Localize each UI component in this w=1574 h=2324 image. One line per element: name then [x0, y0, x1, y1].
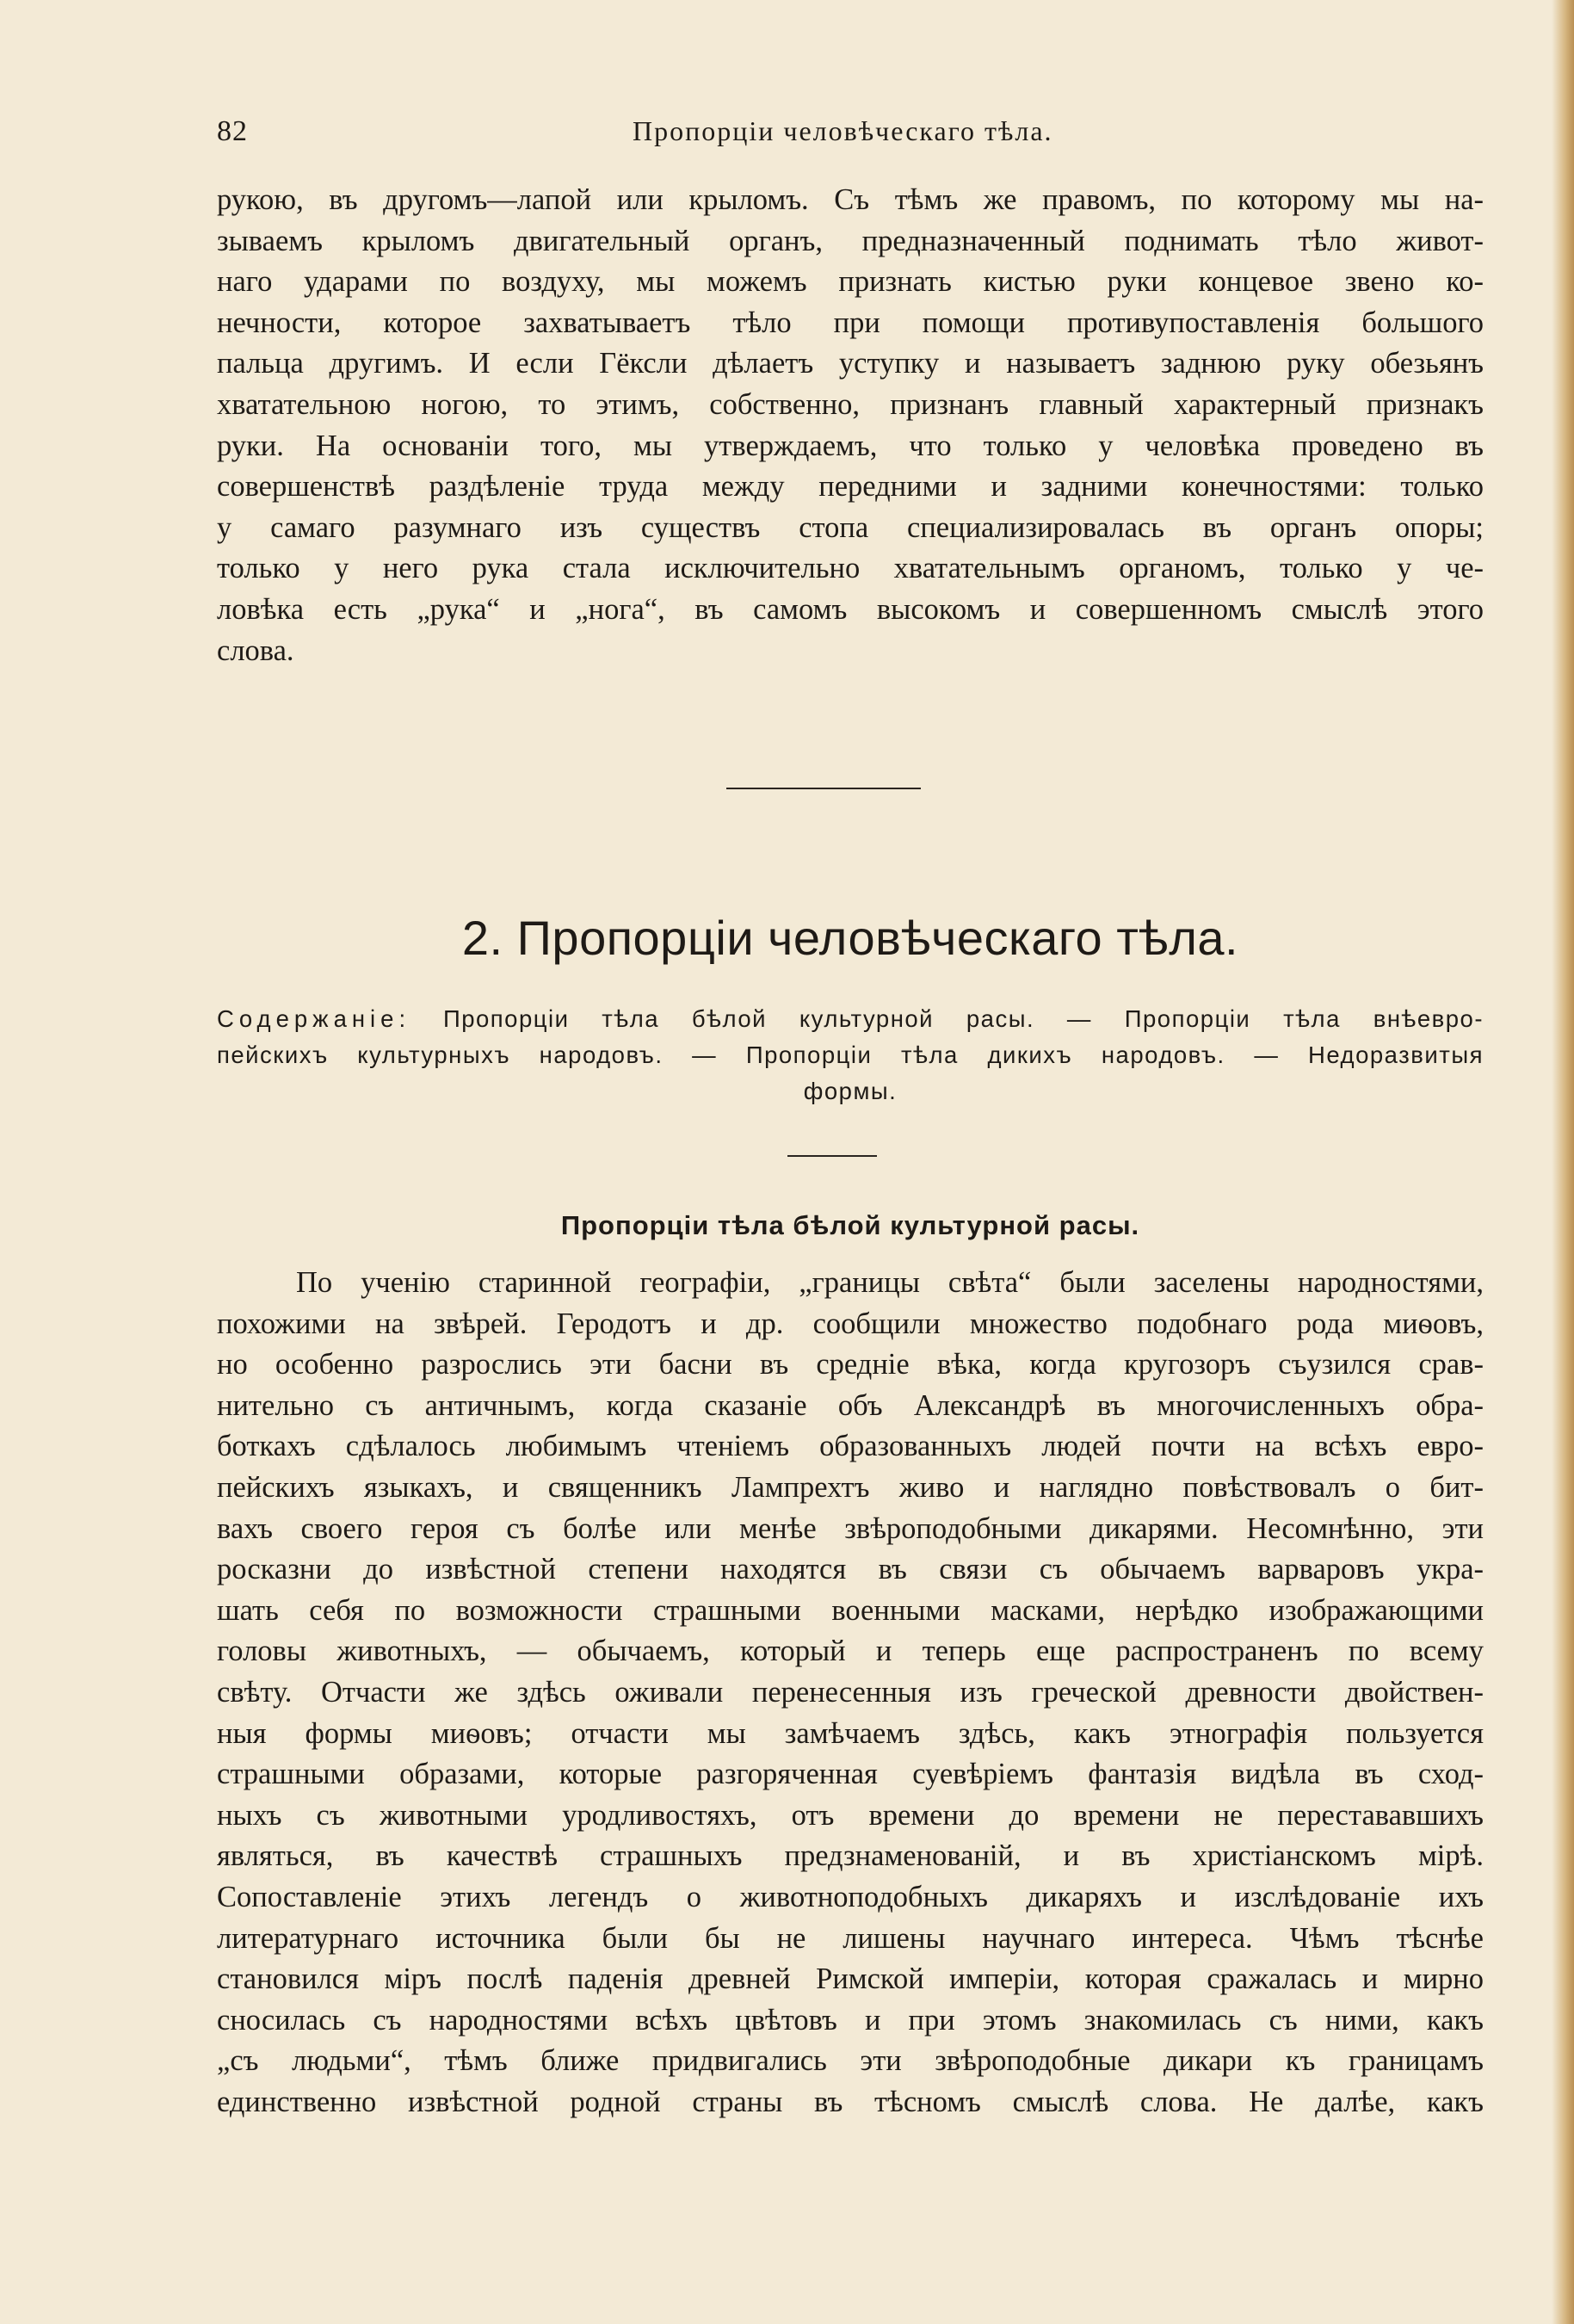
contents-line: пейскихъ культурныхъ народовъ. — Пропорціи тѣла дикихъ народовъ. — Недоразвитыя: [217, 1041, 1484, 1068]
text-line: похожими на звѣрей. Геродотъ и др. сообщили множество подобнаго рода миѳовъ,: [217, 1307, 1484, 1340]
text-line: По ученію старинной географіи, „границы свѣта“ были заселены народностями,: [296, 1266, 1484, 1299]
contents-divider: [787, 1155, 877, 1157]
text-line: Сопоставленіе этихъ легендъ о животноподобныхъ дикаряхъ и изслѣдованіе ихъ: [217, 1880, 1484, 1913]
text-line: страшными образами, которые разгоряченная суевѣріемъ фантазія видѣла въ сход-: [217, 1758, 1484, 1791]
text-line: только у него рука стала исключительно хватательнымъ органомъ, только у че-: [217, 552, 1484, 585]
contents-line: формы.: [803, 1078, 898, 1104]
text-line: боткахъ сдѣлалось любимымъ чтеніемъ образованныхъ людей почти на всѣхъ евро-: [217, 1430, 1484, 1463]
running-head: Пропорціи человѣческаго тѣла.: [633, 115, 1053, 146]
text-line: ныхъ съ животными уродливостяхъ, отъ времени до времени не перестававшихъ: [217, 1798, 1484, 1832]
text-line: головы животныхъ, — обычаемъ, который и теперь еще распространенъ по всему: [217, 1635, 1484, 1668]
text-line: нительно съ античнымъ, когда сказаніе объ Александрѣ въ многочисленныхъ обра-: [217, 1388, 1484, 1422]
text-line: шать себя по возможности страшными военными масками, нерѣдко изображающими: [217, 1593, 1484, 1627]
section-divider: [726, 788, 921, 789]
text-line: пейскихъ языкахъ, и священникъ Лампрехтъ живо и наглядно повѣствовалъ о бит-: [217, 1470, 1484, 1504]
text-line: зываемъ крыломъ двигательный органъ, предназначенный поднимать тѣло живот-: [217, 224, 1484, 257]
text-line: ловѣка есть „рука“ и „нога“, въ самомъ высокомъ и совершенномъ смыслѣ этого: [217, 592, 1484, 626]
text-line: вахъ своего героя съ болѣе или менѣе звѣроподобными дикарями. Несомнѣнно, эти: [217, 1511, 1484, 1545]
text-line: литературнаго источника были бы не лишены научнаго интереса. Чѣмъ тѣснѣе: [217, 1921, 1484, 1955]
contents-text: Пропорціи тѣла бѣлой культурной расы. — Пропорціи тѣла внѣевро-: [442, 1005, 1484, 1032]
top-paragraph: [217, 180, 1484, 671]
text-line: нечности, которое захватываетъ тѣло при помощи противупоставленія большого: [217, 306, 1484, 339]
text-line: хватательною ногою, то этимъ, собственно, признанъ главный характерный признакъ: [217, 387, 1484, 421]
text-line: „съ людьми“, тѣмъ ближе придвигались эти звѣроподобные дикари къ границамъ: [217, 2044, 1484, 2078]
text-line: наго ударами по воздуху, мы можемъ признать кистью руки концевое звено ко-: [217, 265, 1484, 299]
text-line: свѣту. Отчасти же здѣсь оживали перенесенныя изъ греческой древности двойствен-: [217, 1675, 1484, 1709]
page-edge-shadow: [1552, 0, 1574, 2324]
text-line: рукою, въ другомъ—лапой или крыломъ. Съ тѣмъ же правомъ, по которому мы на-: [217, 183, 1484, 216]
text-line: ныя формы миѳовъ; отчасти мы замѣчаемъ здѣсь, какъ этнографія пользуется: [217, 1716, 1484, 1750]
section-contents: [217, 1001, 1484, 1109]
subsection-heading: Пропорціи тѣла бѣлой культурной расы.: [560, 1210, 1140, 1240]
text-line: совершенствѣ раздѣленіе труда между передними и задними конечностями: только: [217, 470, 1484, 504]
text-line: росказни до извѣстной степени находятся въ связи съ обычаемъ варваровъ укра-: [217, 1553, 1484, 1586]
text-line: сносилась съ народностями всѣхъ цвѣтовъ и при этомъ знакомилась съ ними, какъ: [217, 2003, 1484, 2037]
text-line: становился міръ послѣ паденія древней Римской имперіи, которая сражалась и мирно: [217, 1962, 1484, 1996]
text-line: но особенно разрослись эти басни въ средніе вѣка, когда кругозоръ съузился срав-: [217, 1348, 1484, 1381]
page-number: 82: [217, 115, 248, 147]
text-line: являться, въ качествѣ страшныхъ предзнаменованій, и въ христіанскомъ мірѣ.: [217, 1839, 1484, 1873]
section-title: 2. Пропорціи человѣческаго тѣла.: [461, 911, 1239, 965]
text-line: у самаго разумнаго изъ существъ стопа специализировалась въ органъ опоры;: [217, 510, 1484, 544]
main-paragraph: [217, 1263, 1484, 2123]
text-line: слова.: [217, 634, 294, 667]
text-line: пальца другимъ. И если Гёксли дѣлаетъ уступку и называетъ заднюю руку обезьянъ: [217, 347, 1484, 380]
text-line: руки. На основаніи того, мы утверждаемъ, что только у человѣка проведено въ: [217, 429, 1484, 462]
text-line: единственно извѣстной родной страны въ тѣсномъ смыслѣ слова. Не далѣе, какъ: [217, 2085, 1484, 2118]
contents-label: Содержаніе:: [217, 1005, 411, 1032]
contents-line: [217, 1001, 1484, 1037]
